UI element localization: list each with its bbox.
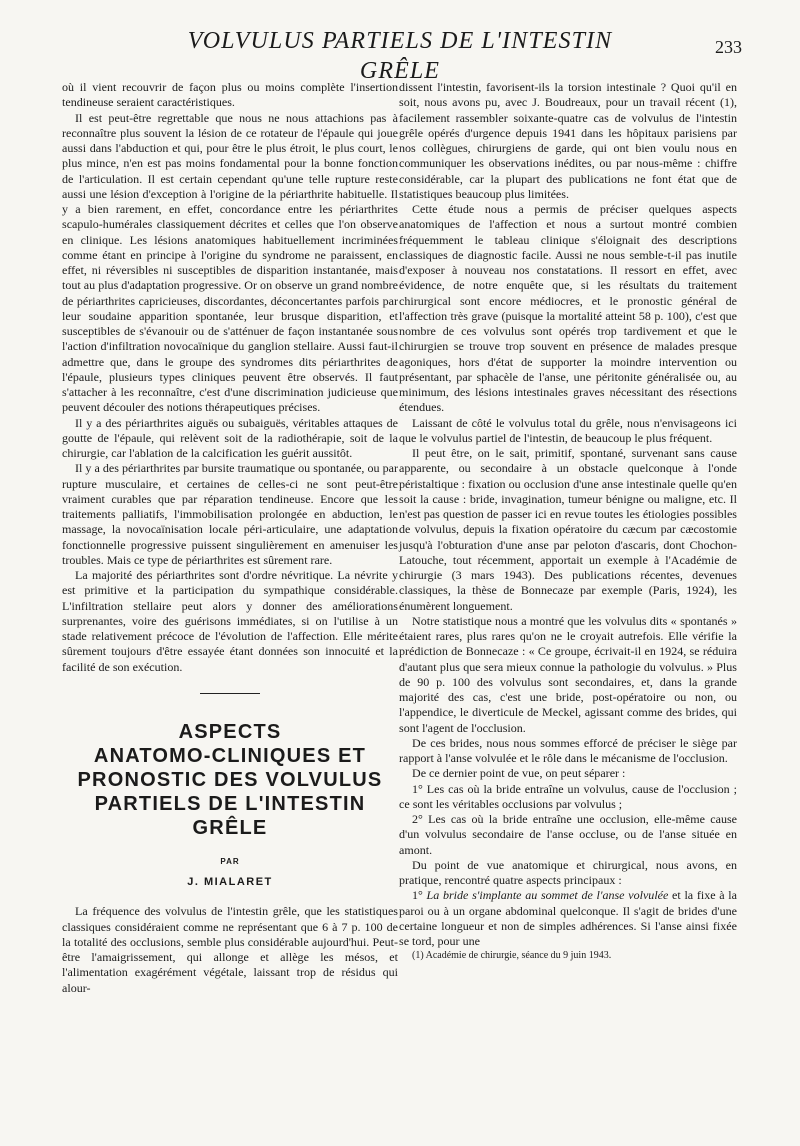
paragraph: Il y a des périarthrites par bursite traumatique ou spontanée, ou par rupture musculaire, et certaines de celles-ci ne sont peut-être vraiment curables que par réparation tendineuse. Encore que les traitements palliatifs, l'immobilisation prolongée en abduction, le massage, la novocaïnisation locale péri-articulaire, une adaptation fonctionnelle progressive puissent singulièrement en amenuiser les troubles. Mais ce type de périarthrites est sûrement rare.	[62, 461, 398, 567]
paragraph: La majorité des périarthrites sont d'ordre névritique. La névrite y est primitive et la participation du sympathique considérable. L'infiltration stellaire peut alors y donner des améliorations surprenantes, voire des guérisons immédiates, si on l'utilise à un stade relativement précoce de l'évolution de l'affection. Elle mérite sûrement toujours d'être essayée étant données son innocuité et la facilité de son exécution.	[62, 568, 398, 674]
paragraph: De ces brides, nous nous sommes efforcé de préciser le siège par rapport à l'anse volvulée et le rôle dans le mécanisme de l'occlusion.	[399, 735, 737, 765]
list-item: 2° Les cas où la bride entraîne une occlusion, elle-même cause d'un volvulus secondaire de l'anse occluse, ou de l'anse située en amont.	[399, 812, 737, 857]
paragraph: dissent l'intestin, favorisent-ils la torsion intestinale ? Quoi qu'il en soit, nous avons pu, avec J. Boudreaux, pour un travail récent (1), facilement rassembler soixante-quatre cas de volvulus de l'intestin grêle opérés d'urgence depuis 1941 dans les hôpitaux parisiens par nos collègues, chirurgiens de garde, qui ont bien voulu nous en communiquer les observations inédites, ou par nous-même : chiffre considérable, car la plupart des publications ne font état que de statistiques beaucoup plus limitées.	[399, 80, 737, 201]
page-number: 233	[715, 37, 742, 57]
paragraph: Cette étude nous a permis de préciser quelques aspects anatomiques de l'affection et nous a surtout montré combien fréquemment le tableau clinique s'éloignait des descriptions classiques de diagnostic facile. Aussi ne nous semble-t-il pas inutile d'exposer à nouveau nos constatations. Il ressort en effet, avec évidence, de notre enquête que, si les résultats du traitement chirurgical sont encore médiocres, et le pronostic général de l'affection très grave (puisque la mortalité atteint 58 p. 100), c'est que nombre de ces volvulus sont opérés trop tardivement et que le chirurgien se trouve trop souvent en présence de malades presque agoniques, hors d'état de supporter la moindre intervention ou présentant, par sphacèle de l'anse, une péritonite généralisée ou, au minimum, des lésions intestinales graves nécessitant des résections étendues.	[399, 202, 737, 415]
article-title	[62, 720, 398, 840]
item-text: et la fixe à la paroi ou à un organe abdominal quelconque. Il s'agit de brides d'une certaine longueur et non de simples adhérences. Si l'anse ainsi fixée se tord, pour une	[399, 888, 738, 948]
paragraph: où il vient recouvrir de façon plus ou moins complète l'insertion tendineuse seraient caractéristiques.	[62, 80, 398, 110]
list-item: 1° Les cas où la bride entraîne un volvulus, cause de l'occlusion ; ce sont les véritables occlusions par volvulus ;	[399, 781, 737, 811]
running-title: VOLVULUS PARTIELS DE L'INTESTIN GRÊLE	[187, 28, 613, 84]
title-line: PRONOSTIC DES VOLVULUS	[77, 768, 383, 791]
paragraph: Notre statistique nous a montré que les volvulus dits « spontanés » étaient rares, plus rares qu'on ne le croyait autrefois. Elle vérifie la prédiction de Bonnecaze : « Ce groupe, écrivait-il en 1924, se réduira d'autant plus que sera mieux connue la pathologie du volvulus. » Plus de 90 p. 100 des volvulus sont secondaires, et, dans la grande majorité des cas, c'est une bride, post-opératoire ou non, ou l'appendice, le diverticule de Meckel, agissant comme des brides, qui sont l'agent de l'occlusion.	[399, 613, 737, 735]
paragraph: De ce dernier point de vue, on peut séparer :	[412, 766, 626, 781]
title-line: ASPECTS	[178, 720, 282, 743]
byline-par: PAR	[220, 856, 240, 866]
right-column	[399, 80, 737, 962]
page-header	[0, 26, 800, 84]
italic-heading: La bride s'implante au sommet de l'anse volvulée	[426, 888, 669, 903]
title-line: PARTIELS DE L'INTESTIN	[94, 792, 366, 815]
title-line: ANATOMO-CLINIQUES ET	[93, 744, 367, 767]
left-column	[62, 80, 398, 996]
article-intro: La fréquence des volvulus de l'intestin grêle, que les statistiques classiques considéraient comme ne représentant que 6 à 7 p. 100 de la totalité des occlusions, semble plus considérable aujourd'hui. Peut-être l'amaigrissement, qui allonge et allège les mésos, et l'alimentation exagérément végétale, laissant trop de résidus qui alour-	[62, 904, 398, 995]
paragraph: Il peut être, on le sait, primitif, spontané, survenant sans cause apparente, ou secondaire à un obstacle quelconque à l'onde péristaltique : fixation ou occlusion d'une anse intestinale quelle qu'en soit la cause : bride, invagination, tumeur bénigne ou maligne, etc. Il n'est pas question de passer ici en revue toutes les étiologies possibles de volvulus, depuis la fixation opératoire du cæcum par cæcostomie jusqu'à l'obturation d'une anse par peloton d'ascaris, dont Chochon-Latouche, tout récemment, apportait un exemple à l'Académie de chirurgie (3 mars 1943). Des publications récentes, devenues classiques, la thèse de Bonnecaze par exemple (Paris, 1924), les énumèrent longuement.	[399, 446, 737, 613]
section-divider	[200, 693, 260, 694]
paragraph: Du point de vue anatomique et chirurgical, nous avons, en pratique, rencontré quatre aspects principaux :	[399, 857, 737, 887]
title-line: GRÊLE	[192, 816, 268, 839]
list-item	[399, 888, 737, 949]
item-number: 1°	[412, 888, 427, 903]
paragraph: Laissant de côté le volvulus total du grêle, nous n'envisageons ici que le volvulus partiel de l'intestin, de beaucoup le plus fréquent.	[399, 415, 737, 445]
author-name: J. MIALARET	[187, 876, 273, 888]
paragraph: Il y a des périarthrites aiguës ou subaiguës, véritables attaques de goutte de l'épaule, qui relèvent soit de la radiothérapie, soit de la chirurgie, car l'ablation de la calcification les guérit aussitôt.	[62, 415, 398, 460]
footnote: (1) Académie de chirurgie, séance du 9 juin 1943.	[412, 950, 612, 962]
paragraph: Il est peut-être regrettable que nous ne nous attachions pas à reconnaître plus souvent la lésion de ce rotateur de l'épaule qui joue aussi dans l'abduction et qui, pour être le plus étroit, le plus court, le plus mince, n'en est pas moins fondamental pour la bonne fonction de l'articulation. Il est certain cependant qu'une telle rupture reste aussi une lésion d'exception à l'origine de la périarthrite habituelle. Il y a bien rarement, en effet, concordance entre les périarthrites scapulo-humérales classiquement décrites et celles que l'on observe en clinique. Les lésions anatomiques habituellement incriminées comme étant en principe à l'origine du syndrome ne paraissent, en effet, ni réversibles ni susceptibles de disparition instantanée, mais tout au plus d'adaptation progressive. Or on observe un grand nombre de périarthrites capricieuses, discordantes, déconcertantes parfois par leur soudaine apparition spontanée, leur brusque disparition, et susceptibles de s'évanouir ou de s'atténuer de façon instantanée sous l'action d'infiltration novocaïnique du ganglion stellaire. Aussi faut-il admettre que, dans le groupe des syndromes dits périarthrites de l'épaule, plusieurs types cliniques peuvent être observés. Il faut s'attacher à les reconnaître, c'est d'une discrimination judicieuse que peuvent découler des notions thérapeutiques précises.	[62, 110, 398, 415]
